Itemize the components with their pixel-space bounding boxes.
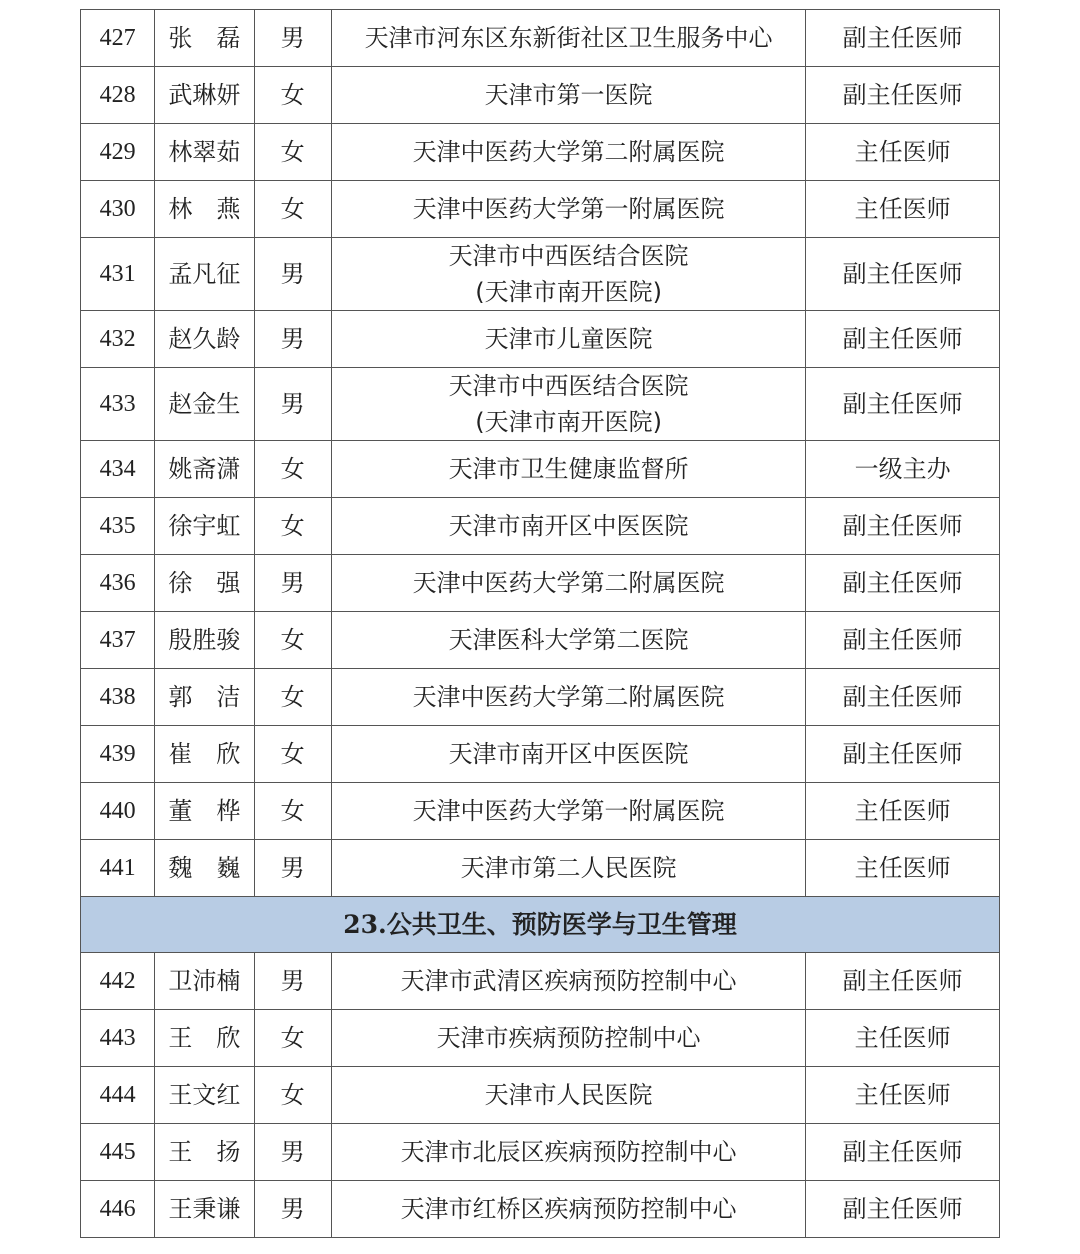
gender: 女 [254,441,331,498]
job-title: 主任医师 [806,840,1000,897]
gender: 女 [254,669,331,726]
table-row [81,1067,1000,1124]
job-title: 副主任医师 [806,10,1000,67]
person-name: 林翠茹 [155,124,254,181]
gender: 男 [254,555,331,612]
person-name: 林 燕 [155,181,254,238]
gender: 女 [254,124,331,181]
organization: 天津市河东区东新街社区卫生服务中心 [331,10,806,67]
row-number: 438 [81,669,155,726]
person-name: 赵金生 [155,368,254,441]
gender: 女 [254,612,331,669]
row-number: 428 [81,67,155,124]
row-number: 433 [81,368,155,441]
job-title: 一级主办 [806,441,1000,498]
gender: 男 [254,311,331,368]
organization: 天津中医药大学第二附属医院 [331,555,806,612]
table-row [81,311,1000,368]
row-number: 439 [81,726,155,783]
job-title: 副主任医师 [806,953,1000,1010]
row-number: 427 [81,10,155,67]
job-title: 主任医师 [806,1067,1000,1124]
person-name: 殷胜骏 [155,612,254,669]
organization: 天津医科大学第二医院 [331,612,806,669]
person-name: 郭 洁 [155,669,254,726]
table-row [81,441,1000,498]
row-number: 441 [81,840,155,897]
organization: 天津中医药大学第二附属医院 [331,124,806,181]
organization: 天津市中西医结合医院 (天津市南开医院) [331,238,806,311]
table-row [81,783,1000,840]
organization: 天津中医药大学第一附属医院 [331,783,806,840]
row-number: 440 [81,783,155,840]
row-number: 444 [81,1067,155,1124]
gender: 男 [254,238,331,311]
section-header-row [81,897,1000,953]
job-title: 主任医师 [806,181,1000,238]
gender: 男 [254,368,331,441]
job-title: 主任医师 [806,124,1000,181]
person-name: 张 磊 [155,10,254,67]
section-title: 23.公共卫生、预防医学与卫生管理 [81,897,1000,953]
organization: 天津市人民医院 [331,1067,806,1124]
row-number: 442 [81,953,155,1010]
job-title: 副主任医师 [806,238,1000,311]
job-title: 主任医师 [806,783,1000,840]
organization: 天津市武清区疾病预防控制中心 [331,953,806,1010]
job-title: 副主任医师 [806,368,1000,441]
row-number: 435 [81,498,155,555]
job-title: 副主任医师 [806,555,1000,612]
table-row [81,67,1000,124]
gender: 男 [254,10,331,67]
table-row [81,238,1000,311]
row-number: 437 [81,612,155,669]
job-title: 副主任医师 [806,612,1000,669]
gender: 女 [254,1010,331,1067]
person-name: 崔 欣 [155,726,254,783]
table-row [81,181,1000,238]
organization: 天津市中西医结合医院 (天津市南开医院) [331,368,806,441]
row-number: 436 [81,555,155,612]
table-row [81,1124,1000,1181]
job-title: 副主任医师 [806,1124,1000,1181]
table-row [81,124,1000,181]
person-name: 姚斋潇 [155,441,254,498]
organization: 天津中医药大学第一附属医院 [331,181,806,238]
person-name: 卫沛楠 [155,953,254,1010]
person-name: 徐 强 [155,555,254,612]
row-number: 443 [81,1010,155,1067]
table-row [81,840,1000,897]
gender: 男 [254,1124,331,1181]
table-row [81,368,1000,441]
organization: 天津市北辰区疾病预防控制中心 [331,1124,806,1181]
gender: 男 [254,953,331,1010]
organization: 天津市卫生健康监督所 [331,441,806,498]
organization: 天津市疾病预防控制中心 [331,1010,806,1067]
gender: 女 [254,726,331,783]
table-row [81,612,1000,669]
table-row [81,953,1000,1010]
person-name: 王 扬 [155,1124,254,1181]
job-title: 副主任医师 [806,726,1000,783]
organization: 天津市红桥区疾病预防控制中心 [331,1181,806,1238]
person-name: 董 桦 [155,783,254,840]
table-row [81,1010,1000,1067]
person-name: 王秉谦 [155,1181,254,1238]
job-title: 副主任医师 [806,498,1000,555]
job-title: 主任医师 [806,1010,1000,1067]
person-name: 孟凡征 [155,238,254,311]
personnel-table [80,9,1000,1238]
gender: 女 [254,498,331,555]
job-title: 副主任医师 [806,1181,1000,1238]
job-title: 副主任医师 [806,669,1000,726]
person-name: 徐宇虹 [155,498,254,555]
job-title: 副主任医师 [806,67,1000,124]
organization: 天津市南开区中医医院 [331,498,806,555]
table-row [81,555,1000,612]
organization: 天津市第二人民医院 [331,840,806,897]
person-name: 武琳妍 [155,67,254,124]
gender: 女 [254,67,331,124]
row-number: 434 [81,441,155,498]
organization: 天津中医药大学第二附属医院 [331,669,806,726]
table-row [81,669,1000,726]
person-name: 赵久龄 [155,311,254,368]
gender: 女 [254,181,331,238]
row-number: 429 [81,124,155,181]
table-row [81,498,1000,555]
organization: 天津市南开区中医医院 [331,726,806,783]
table-row [81,726,1000,783]
person-name: 魏 巍 [155,840,254,897]
table-row [81,10,1000,67]
organization: 天津市第一医院 [331,67,806,124]
table-row [81,1181,1000,1238]
row-number: 432 [81,311,155,368]
gender: 女 [254,783,331,840]
gender: 男 [254,1181,331,1238]
row-number: 445 [81,1124,155,1181]
row-number: 446 [81,1181,155,1238]
gender: 男 [254,840,331,897]
row-number: 430 [81,181,155,238]
gender: 女 [254,1067,331,1124]
person-name: 王文红 [155,1067,254,1124]
organization: 天津市儿童医院 [331,311,806,368]
job-title: 副主任医师 [806,311,1000,368]
person-name: 王 欣 [155,1010,254,1067]
row-number: 431 [81,238,155,311]
